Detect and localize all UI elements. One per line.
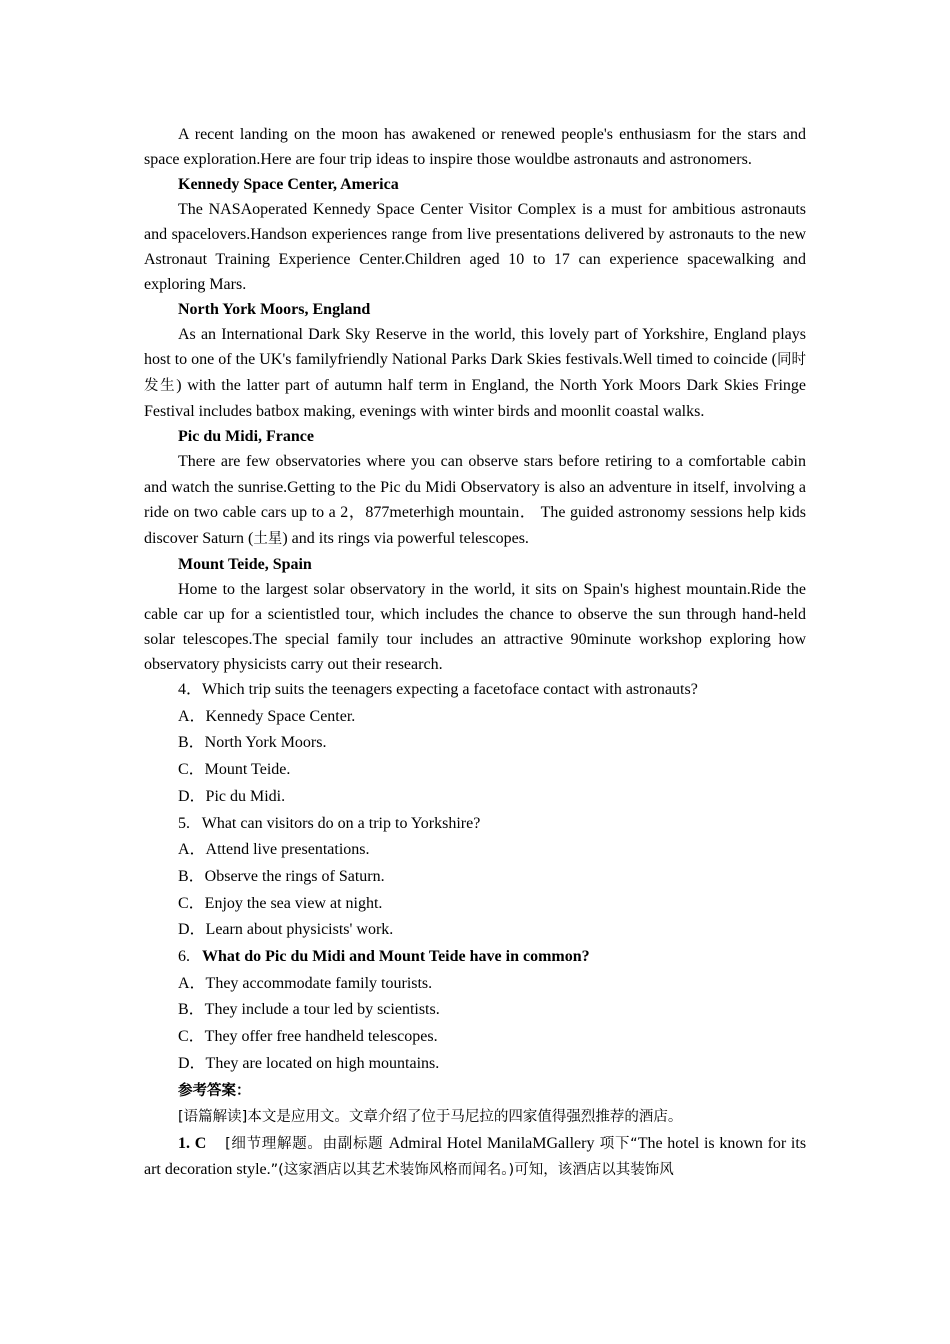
intro-paragraph: A recent landing on the moon has awakened or renewed people's enthusiasm for the stars and space exploration.Here are four trip ideas to inspire those wouldbe astronauts and astronomers. [144,126,806,168]
question-number: 6. [178,948,202,966]
answer-label: 1. C [178,1134,207,1152]
question-5 [144,811,806,945]
question-text: What do Pic du Midi and Mount Teide have in common? [202,948,590,966]
document-page [144,122,806,1184]
option-c: C．Enjoy the sea view at night. [178,894,383,912]
answer-item-1: 1. C [细节理解题。由副标题 Admiral Hotel ManilaMGallery 项下“The hotel is known for its art decoration style.”(这家酒店以其艺术装饰风格而闻名。)可知，该酒店以其装饰风 [144,1134,807,1179]
option-b: B．They include a tour led by scientists. [178,1001,440,1019]
section-text-pic-du-midi: There are few observatories where you can observe stars before retiring to a comfortable cabin and watch the sunrise.Getting to the Pic du Midi Observatory is also an adventure in itself, involving a ride on two cable cars up to a 2，877meterhigh mountain． The guided astronomy sessions help kids discover Saturn (土星) and its rings via powerful telescopes. [144,453,806,547]
question-stem [144,944,806,971]
analysis-text: 本文是应用文。文章介绍了位于马尼拉的四家值得强烈推荐的酒店。 [247,1109,683,1126]
section-heading-mount-teide: Mount Teide, Spain [178,556,312,573]
option-b: B．Observe the rings of Saturn. [178,867,385,885]
option-b: B．North York Moors. [178,734,327,752]
option-d: D．Pic du Midi. [178,787,286,805]
answers-title: 参考答案： [178,1082,251,1099]
analysis-line [144,1104,806,1131]
question-stem: 5. What can visitors do on a trip to Yorkshire? [178,814,481,832]
section-heading-pic-du-midi: Pic du Midi, France [178,428,314,445]
option-a: A．Attend live presentations. [178,841,370,859]
question-stem: 4．Which trip suits the teenagers expecting a facetoface contact with astronauts? [178,681,698,698]
option-c: C．They offer free handheld telescopes. [178,1028,438,1046]
analysis-tag: [语篇解读] [178,1109,248,1126]
question-6 [144,944,806,1078]
option-a: A．Kennedy Space Center. [178,707,356,725]
section-text-kennedy: The NASAoperated Kennedy Space Center Visitor Complex is a must for ambitious astronauts and spacelovers.Handson experiences range from live presentations delivered by astronauts to the new Astronaut Training Experience Center.Children aged 10 to 17 can experience spacewalking and exploring Mars. [144,201,806,293]
option-d: D．They are located on high mountains. [178,1054,440,1072]
section-text-mount-teide: Home to the largest solar observatory in the world, it sits on Spain's highest mountain.Ride the cable car up for a scientistled tour, which includes the chance to observe the sun through hand-held solar telescopes.The special family tour includes an attractive 90minute workshop exploring how observatory physicists carry out their research. [144,581,806,673]
section-heading-north-york: North York Moors, England [178,301,371,318]
section-text-north-york: As an International Dark Sky Reserve in the world, this lovely part of Yorkshire, England plays host to one of the UK's familyfriendly National Parks Dark Skies festivals.Well timed to coincide (同时发生) with the latter part of autumn half term in England, the North York Moors Dark Skies Fringe Festival includes batbox making, evenings with winter birds and moonlit coastal walks. [144,326,807,420]
option-c: C．Mount Teide. [178,761,291,779]
question-4 [144,677,806,811]
option-a: A．They accommodate family tourists. [178,974,433,992]
option-d: D．Learn about physicists' work. [178,921,394,939]
section-heading-kennedy: Kennedy Space Center, America [178,176,399,193]
